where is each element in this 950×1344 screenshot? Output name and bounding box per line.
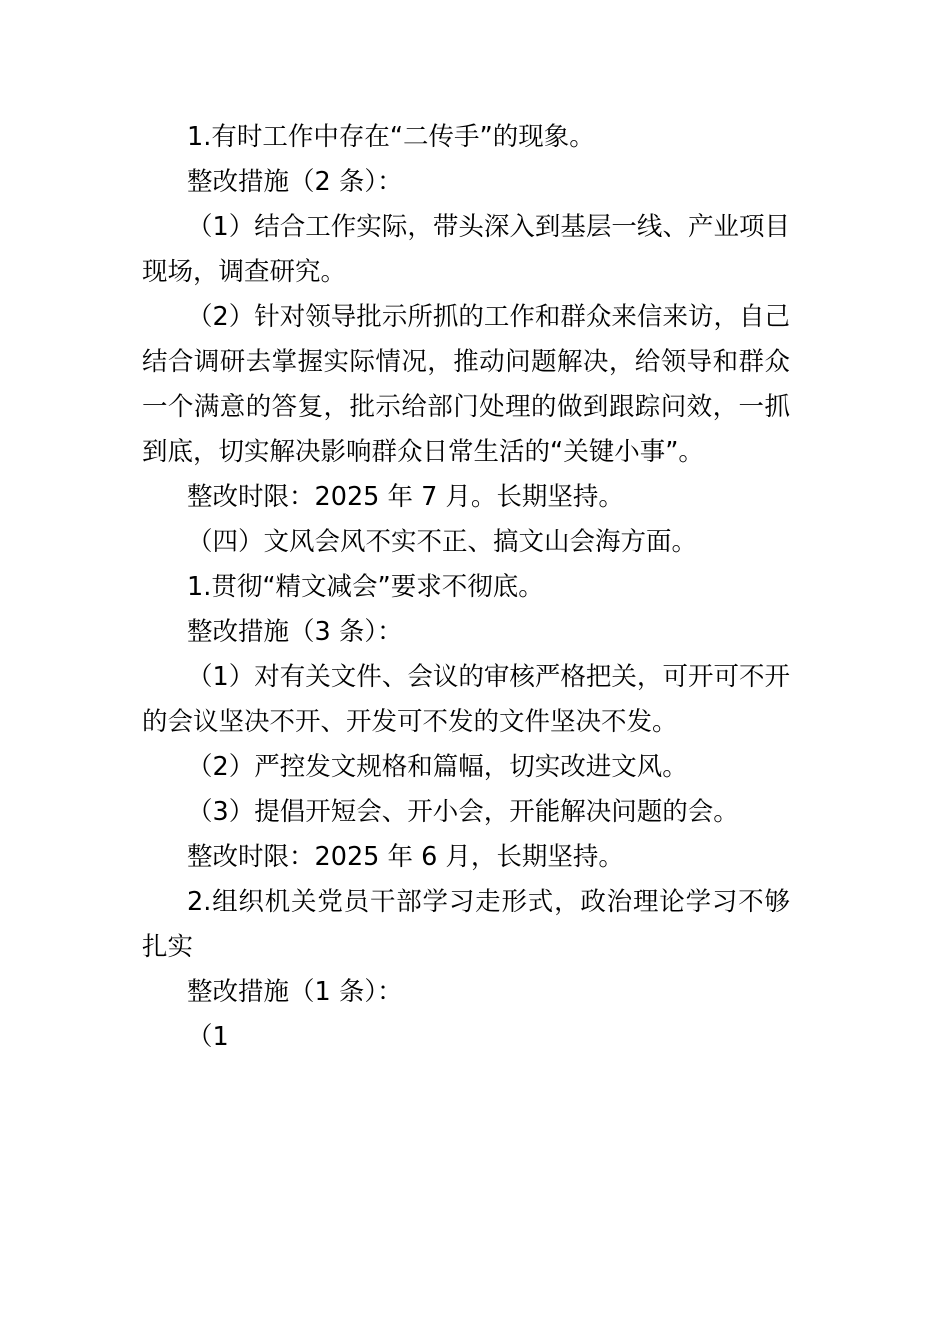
measure-item-3: （3）提倡开短会、开小会，开能解决问题的会。 [187, 797, 739, 827]
issue-item: 1.贯彻“精文减会”要求不彻底。 [187, 572, 544, 602]
issue-item: 1.有时工作中存在“二传手”的现象。 [187, 122, 595, 152]
measure-item-1: （1）对有关文件、会议的审核严格把关，可开可不开的会议坚决不开、开发可不发的文件坚决不发。 [142, 662, 790, 737]
measure-item-truncated: （1 [187, 1022, 229, 1052]
measure-item-1: （1）结合工作实际，带头深入到基层一线、产业项目现场，调查研究。 [142, 212, 790, 287]
section-heading: （四）文风会风不实不正、搞文山会海方面。 [187, 527, 698, 557]
measures-count-line: 整改措施（3 条）： [187, 617, 403, 647]
measures-count-line: 整改措施（2 条）： [187, 167, 403, 197]
deadline-line: 整改时限：2025 年 7 月。长期坚持。 [187, 482, 624, 512]
measures-count-line: 整改措施（1 条）： [187, 977, 403, 1007]
measure-item-2: （2）严控发文规格和篇幅，切实改进文风。 [187, 752, 688, 782]
document-body [142, 115, 790, 1060]
deadline-line: 整改时限：2025 年 6 月，长期坚持。 [187, 842, 624, 872]
measure-item-2: （2）针对领导批示所抓的工作和群众来信来访，自己结合调研去掌握实际情况，推动问题解决，给领导和群众一个满意的答复，批示给部门处理的做到跟踪问效，一抓到底，切实解决影响群众日常生活的“关键小事”。 [142, 302, 790, 467]
issue-item: 2.组织机关党员干部学习走形式，政治理论学习不够扎实 [142, 887, 790, 962]
